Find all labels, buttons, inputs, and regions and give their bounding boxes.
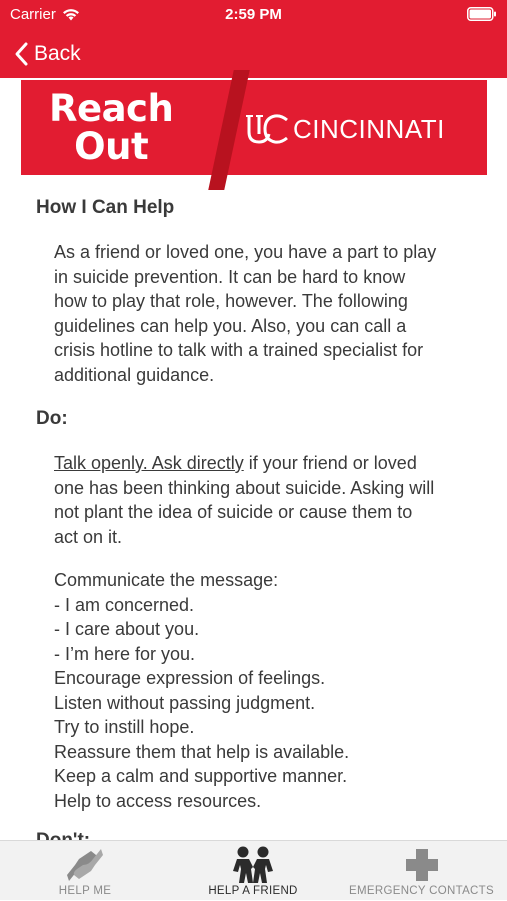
reach-out-line1: Reach — [49, 87, 174, 130]
intro-line: in suicide prevention. It can be hard to know — [54, 266, 406, 287]
list-item: - I am concerned. — [54, 594, 195, 615]
content-scroll-area[interactable] — [0, 175, 507, 840]
list-item: - I’m here for you. — [54, 643, 196, 664]
reach-out-line2: Out — [74, 125, 149, 168]
talk-paragraph — [54, 451, 484, 549]
tab-label: HELP ME — [58, 885, 112, 897]
list-item: Help to access resources. — [54, 790, 262, 811]
talk-line-rest: if your friend or loved — [243, 453, 417, 473]
talk-line: not plant the idea of suicide or cause them to — [54, 502, 413, 522]
plus-icon — [402, 845, 442, 885]
back-label: Back — [34, 42, 81, 65]
friends-icon — [229, 845, 277, 885]
navigation-bar — [0, 30, 507, 78]
do-heading: Do: — [36, 408, 68, 429]
intro-line: guidelines can help you. Also, you can call a — [54, 315, 407, 336]
university-name: CINCINNATI — [293, 114, 445, 144]
status-time: 2:59 PM — [225, 6, 282, 23]
talk-line: one has been thinking about suicide. Asking will — [54, 477, 435, 498]
battery-icon — [467, 7, 497, 21]
talk-openly-link[interactable]: Talk openly. Ask directly — [54, 453, 244, 473]
back-button[interactable] — [14, 38, 81, 70]
status-bar — [0, 0, 507, 30]
tab-emergency-contacts[interactable] — [336, 841, 507, 901]
tab-help-a-friend[interactable] — [170, 841, 336, 901]
page-heading: How I Can Help — [36, 197, 175, 218]
chevron-left-icon — [14, 42, 28, 66]
intro-line: how to play that role, however. The following — [54, 291, 408, 311]
tab-label: EMERGENCY CONTACTS — [349, 885, 494, 897]
talk-line — [54, 451, 484, 476]
list-item: Encourage expression of feelings. — [54, 668, 326, 688]
carrier-label: Carrier — [10, 6, 56, 23]
do-list — [54, 568, 484, 813]
list-item: Try to instill hope. — [54, 717, 195, 737]
list-item: - I care about you. — [54, 619, 200, 639]
intro-line: crisis hotline to talk with a trained specialist for — [54, 340, 424, 360]
intro-line: additional guidance. — [54, 364, 215, 385]
banner-divider — [208, 70, 250, 190]
tab-bar — [0, 840, 507, 900]
talk-line: act on it. — [54, 526, 123, 547]
tab-help-me[interactable] — [0, 841, 170, 901]
intro-line: As a friend or loved one, you have a part to play — [54, 242, 437, 262]
intro-paragraph — [54, 240, 484, 387]
reach-out-logo — [49, 87, 174, 168]
list-item: Keep a calm and supportive manner. — [54, 766, 348, 786]
hands-icon — [63, 845, 107, 885]
list-item: Reassure them that help is available. — [54, 741, 350, 762]
reach-out-banner — [21, 80, 487, 175]
list-item: Communicate the message: — [54, 570, 279, 590]
tab-label: HELP A FRIEND — [208, 885, 298, 897]
uc-logo-icon — [245, 112, 291, 146]
list-item: Listen without passing judgment. — [54, 692, 316, 713]
